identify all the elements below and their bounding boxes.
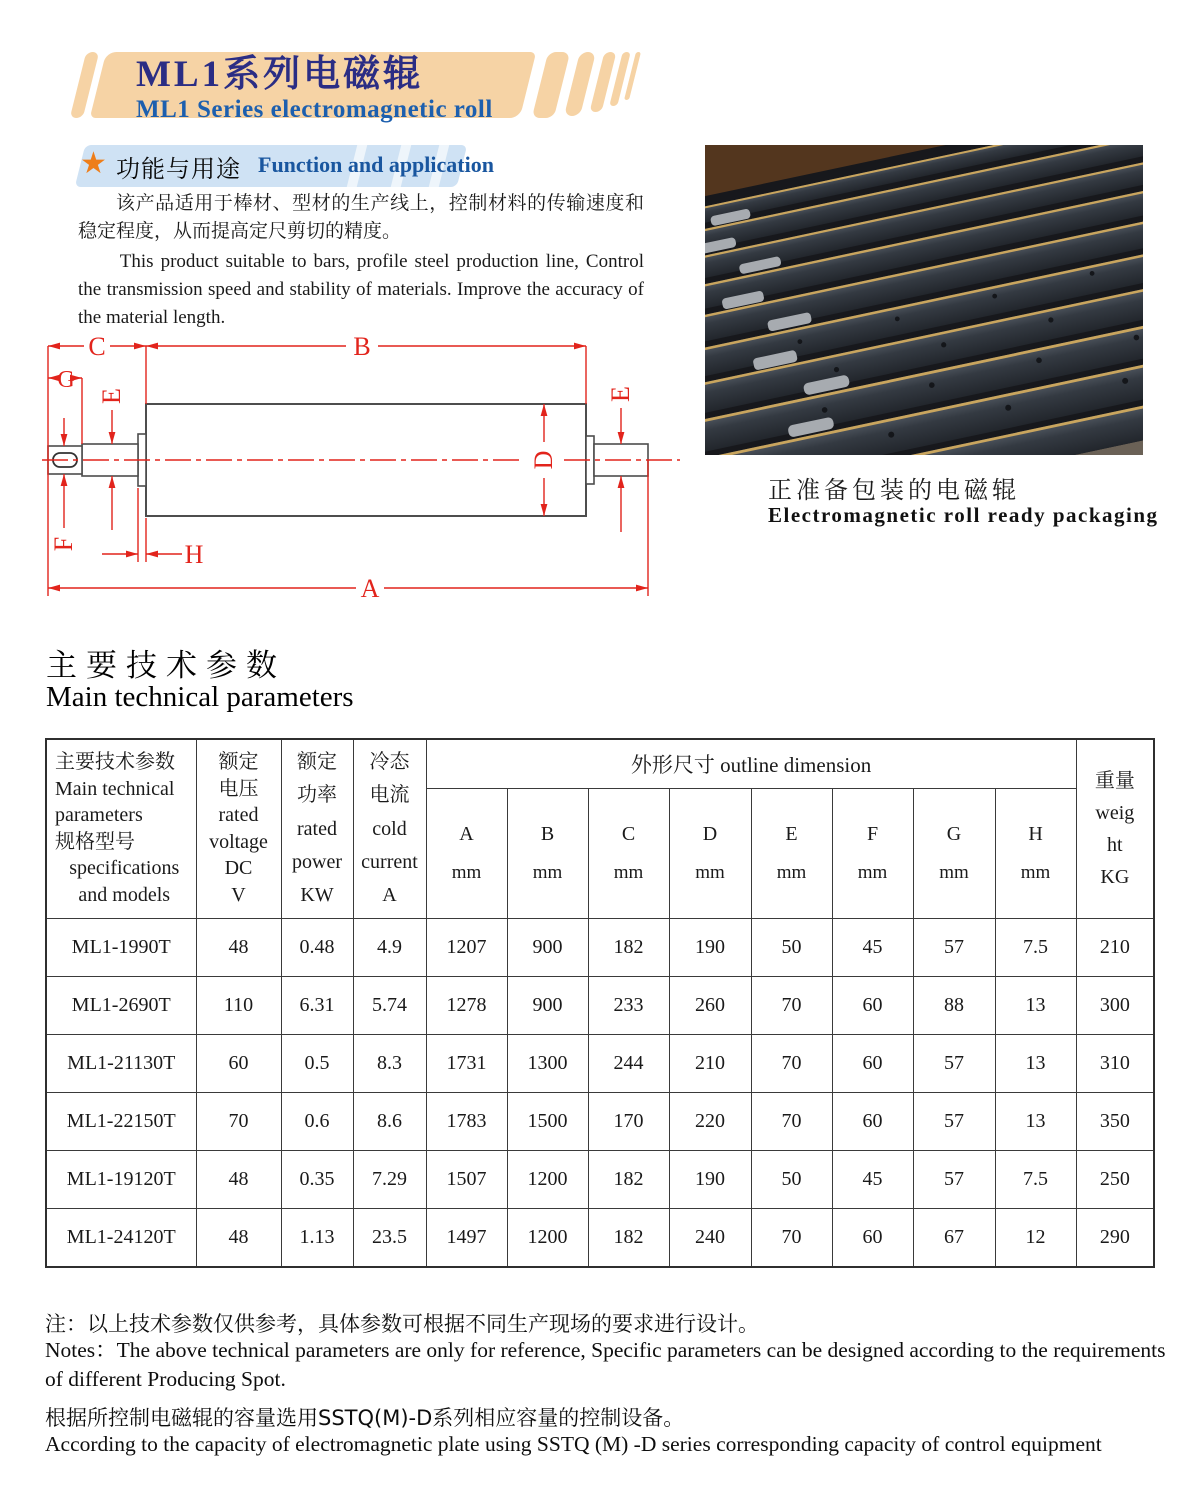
value-cell: 240 [669,1209,751,1268]
value-cell: 0.6 [281,1093,353,1151]
value-cell: 7.29 [353,1151,426,1209]
text-line: 电压 [218,777,259,800]
value-cell: 60 [832,1209,913,1268]
star-icon: ★ [80,146,107,181]
value-cell: 1.13 [281,1209,353,1268]
value-cell: 67 [913,1209,995,1268]
text-line: parameters [55,804,143,827]
parameters-table [45,738,1155,1268]
dim-label-g: G [57,367,75,393]
value-cell: 60 [196,1035,281,1093]
text-line: weig [1095,802,1135,824]
photo-caption-zh: 正准备包装的电磁辊 [768,476,1020,504]
value-cell: 350 [1076,1093,1154,1151]
roller-stack [705,145,1143,455]
dim-column-header: B mm [507,789,588,919]
text-line: power [292,850,342,873]
value-cell: 190 [669,1151,751,1209]
dim-column-header: H mm [995,789,1076,919]
value-cell: 8.3 [353,1035,426,1093]
dim-column-header: E mm [751,789,832,919]
model-cell: ML1-1990T [46,919,196,977]
note2-zh: 根据所控制电磁辊的容量选用SSTQ(M)-D系列相应容量的控制设备。 [45,1406,685,1430]
header-weight [1076,739,1154,919]
value-cell: 70 [751,977,832,1035]
description-paragraph-zh: 该产品适用于棒材、型材的生产线上，控制材料的传输速度和稳定程度，从而提高定尺剪切的精度。 [78,193,644,242]
function-heading-zh: 功能与用途 [116,155,241,183]
value-cell: 6.31 [281,977,353,1035]
text-line: 冷态 [369,751,410,773]
dim-label-c: C [88,332,106,361]
text-line: 额定 [218,751,259,773]
text-line: 额定 [297,751,337,773]
params-heading-en: Main technical parameters [46,681,354,713]
page-title-en: ML1 Series electromagnetic roll [136,96,493,123]
value-cell: 210 [1076,919,1154,977]
table-row [46,1035,1154,1093]
model-cell: ML1-21130T [46,1035,196,1093]
value-cell: 210 [669,1035,751,1093]
table-row [46,1151,1154,1209]
banner-titles [136,56,493,122]
value-cell: 70 [751,1035,832,1093]
table-row [46,1093,1154,1151]
params-heading-zh: 主要技术参数 [46,648,286,684]
text-line: KG [1100,866,1130,888]
value-cell: 45 [832,919,913,977]
value-cell: 23.5 [353,1209,426,1268]
dim-column-header: C mm [588,789,669,919]
value-cell: 1300 [507,1035,588,1093]
value-cell: 7.5 [995,919,1076,977]
value-cell: 110 [196,977,281,1035]
parameters-table-body [46,919,1154,1268]
value-cell: 57 [913,1151,995,1209]
dim-label-d: D [529,450,558,470]
value-cell: 182 [588,919,669,977]
value-cell: 60 [832,1093,913,1151]
value-cell: 233 [588,977,669,1035]
model-cell: ML1-19120T [46,1151,196,1209]
value-cell: 5.74 [353,977,426,1035]
value-cell: 13 [995,1093,1076,1151]
value-cell: 182 [588,1209,669,1268]
value-cell: 1200 [507,1151,588,1209]
text-line: 功率 [297,784,337,807]
value-cell: 48 [196,1151,281,1209]
header-cold-current [353,739,426,919]
value-cell: 190 [669,919,751,977]
text-line: A [382,884,397,906]
dimension-drawing [38,330,686,622]
value-cell: 260 [669,977,751,1035]
photo-illustration [705,145,1143,455]
dim-column-header: A mm [426,789,507,919]
page-title-zh: ML1系列电磁辊 [136,54,424,95]
value-cell: 57 [913,1035,995,1093]
value-cell: 57 [913,919,995,977]
value-cell: 1200 [507,1209,588,1268]
dim-label-b: B [353,332,371,361]
value-cell: 900 [507,919,588,977]
dim-label-e-left: E [97,388,126,404]
text-line: rated [218,804,259,827]
value-cell: 50 [751,919,832,977]
value-cell: 60 [832,977,913,1035]
text-line: V [231,883,246,906]
value-cell: 1500 [507,1093,588,1151]
photo-caption-en: Electromagnetic roll ready packaging [768,503,1159,527]
value-cell: 88 [913,977,995,1035]
text-line: cold [372,817,407,840]
product-photo [705,145,1143,455]
dim-label-f: F [49,536,78,552]
value-cell: 45 [832,1151,913,1209]
value-cell: 1207 [426,919,507,977]
table-row [46,977,1154,1035]
text-line: voltage [209,830,268,853]
dim-label-a: A [360,574,380,603]
note1-en: Notes：The above technical parameters are only for reference, Specific parameters can be designed according to the requirements of different Producing Spot. [45,1338,1166,1391]
value-cell: 8.6 [353,1093,426,1151]
text-line: specifications [69,857,180,880]
value-cell: 170 [588,1093,669,1151]
value-cell: 57 [913,1093,995,1151]
value-cell: 13 [995,977,1076,1035]
value-cell: 1507 [426,1151,507,1209]
text-line: 重量 [1094,770,1135,792]
banner-stripe [532,52,570,118]
text-line: KW [300,884,334,906]
value-cell: 250 [1076,1151,1154,1209]
value-cell: 1731 [426,1035,507,1093]
dim-column-header: G mm [913,789,995,919]
model-cell: ML1-24120T [46,1209,196,1268]
value-cell: 0.35 [281,1151,353,1209]
function-heading-en: Function and application [258,152,494,177]
value-cell: 300 [1076,977,1154,1035]
value-cell: 7.5 [995,1151,1076,1209]
value-cell: 290 [1076,1209,1154,1268]
value-cell: 1497 [426,1209,507,1268]
model-cell: ML1-22150T [46,1093,196,1151]
text-line: current [361,850,418,873]
text-line: 规格型号 [55,830,135,853]
value-cell: 70 [751,1093,832,1151]
note2-en: According to the capacity of electromagnetic plate using SSTQ (M) -D series corresponding capacity of control equipment [45,1432,1102,1456]
value-cell: 48 [196,919,281,977]
model-cell: ML1-2690T [46,977,196,1035]
value-cell: 0.5 [281,1035,353,1093]
value-cell: 60 [832,1035,913,1093]
value-cell: 70 [196,1093,281,1151]
header-rated-power [281,739,353,919]
value-cell: 1278 [426,977,507,1035]
header-specifications [46,739,196,919]
value-cell: 13 [995,1035,1076,1093]
value-cell: 48 [196,1209,281,1268]
text-line: rated [297,817,337,840]
table-row [46,919,1154,977]
header-rated-voltage [196,739,281,919]
note1-zh: 注：以上技术参数仅供参考，具体参数可根据不同生产现场的要求进行设计。 [45,1312,759,1336]
text-line: 主要技术参数 [55,751,175,773]
text-line: Main technical [55,777,175,800]
dim-label-h: H [184,540,204,569]
dim-column-header: D mm [669,789,751,919]
table-row [46,1209,1154,1268]
text-line: 电流 [369,784,410,807]
value-cell: 50 [751,1151,832,1209]
value-cell: 0.48 [281,919,353,977]
dim-label-e-right: E [606,386,635,402]
dim-column-header: F mm [832,789,913,919]
value-cell: 900 [507,977,588,1035]
value-cell: 310 [1076,1035,1154,1093]
description-paragraph-en: This product suitable to bars, profile steel production line, Control the transmission speed and stability of materials. Improve the accuracy of the material length. [78,251,644,328]
value-cell: 182 [588,1151,669,1209]
text-line: DC [224,857,253,880]
value-cell: 220 [669,1093,751,1151]
value-cell: 244 [588,1035,669,1093]
text-line: and models [78,883,171,906]
value-cell: 4.9 [353,919,426,977]
value-cell: 70 [751,1209,832,1268]
value-cell: 1783 [426,1093,507,1151]
text-line: ht [1107,834,1123,856]
value-cell: 12 [995,1209,1076,1268]
header-outline-dimension: 外形尺寸 outline dimension [426,739,1076,789]
